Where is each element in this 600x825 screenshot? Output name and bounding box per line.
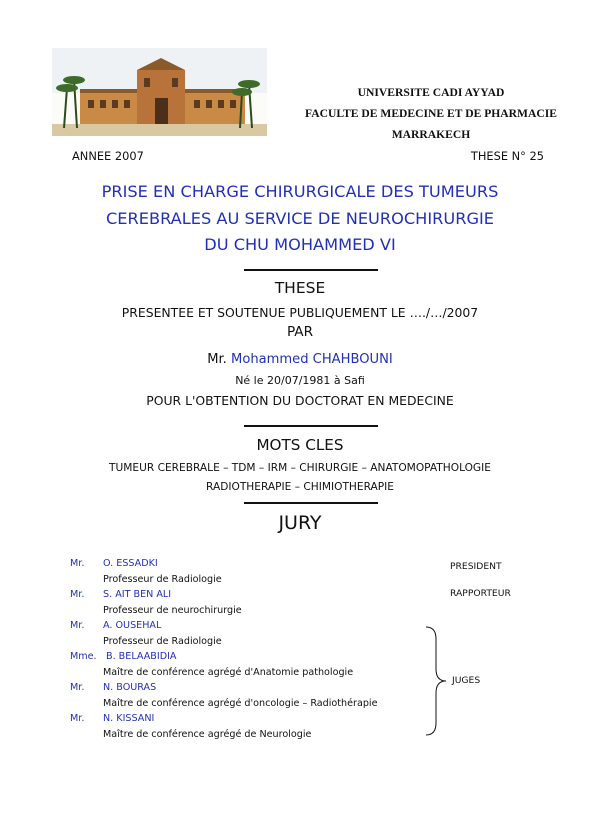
thesis-year: ANNEE 2007 [72, 149, 144, 163]
author-prefix: Mr. [207, 352, 227, 367]
jury-name: N. KISSANI [103, 713, 155, 724]
jury-member-5 [70, 680, 430, 696]
these-heading: THESE [274, 279, 326, 297]
jury-role: Maître de conférence agrégé d'oncologie – Radiothérapie [103, 697, 378, 709]
jury-name: A. OUSEHAL [103, 620, 162, 631]
faculty-name: FACULTE DE MEDECINE ET DE PHARMACIE [305, 107, 557, 120]
par-heading: PAR [286, 324, 314, 340]
jury-member-3 [70, 618, 430, 634]
divider-3 [244, 502, 378, 504]
jury-list [70, 556, 430, 742]
author-birth: Né le 20/07/1981 à Safi [235, 374, 365, 387]
divider-2 [244, 425, 378, 427]
keywords-line-1: TUMEUR CEREBRALE – TDM – IRM – CHIRURGIE – ANATOMOPATHOLOGIE [109, 462, 491, 474]
jury-member-4 [70, 649, 430, 665]
university-header [270, 82, 592, 145]
role-rapporteur: RAPPORTEUR [450, 588, 511, 599]
thesis-title [40, 179, 560, 259]
jury-role: Professeur de Radiologie [103, 573, 222, 585]
city-name: MARRAKECH [391, 128, 471, 141]
role-president: PRESIDENT [450, 561, 502, 572]
university-name: UNIVERSITE CADI AYYAD [357, 86, 505, 99]
degree-purpose: POUR L'OBTENTION DU DOCTORAT EN MEDECINE [146, 393, 454, 408]
thesis-number: THESE N° 25 [470, 149, 544, 163]
author-name: Mohammed CHAHBOUNI [231, 352, 393, 367]
jury-name: N. BOURAS [103, 682, 157, 693]
keywords-line-2: RADIOTHERAPIE – CHIMIOTHERAPIE [206, 481, 394, 493]
jury-name: B. BELAABIDIA [106, 651, 177, 662]
jury-member-1 [70, 556, 430, 572]
juges-brace-icon [422, 625, 452, 737]
jury-title: Mr. [70, 713, 85, 724]
jury-role: Maître de conférence agrégé d'Anatomie pathologie [103, 666, 354, 678]
jury-name: O. ESSADKI [103, 558, 158, 569]
jury-heading: JURY [278, 512, 322, 534]
jury-title: Mr. [70, 682, 85, 693]
jury-role-line-1 [70, 572, 430, 588]
jury-member-6 [70, 711, 430, 727]
faculty-building-logo [52, 48, 267, 136]
jury-role-line-3 [70, 634, 430, 650]
jury-role: Maître de conférence agrégé de Neurologie [103, 728, 312, 740]
divider-1 [244, 269, 378, 271]
jury-title: Mr. [70, 620, 85, 631]
jury-title: Mr. [70, 558, 85, 569]
title-line-1: PRISE EN CHARGE CHIRURGICALE DES TUMEURS [101, 182, 499, 201]
presented-line: PRESENTEE ET SOUTENUE PUBLIQUEMENT LE …./…/2007 [121, 305, 479, 320]
keywords-heading: MOTS CLES [256, 436, 344, 454]
title-line-2: CEREBRALES AU SERVICE DE NEUROCHIRURGIE [105, 208, 495, 228]
author-line [40, 352, 560, 367]
jury-title: Mme. [70, 651, 97, 662]
jury-role-line-6 [70, 727, 430, 743]
jury-role: Professeur de neurochirurgie [103, 604, 242, 616]
title-line-3: DU CHU MOHAMMED VI [204, 235, 396, 254]
jury-role-line-5 [70, 696, 430, 712]
jury-name: S. AIT BEN ALI [103, 589, 172, 600]
jury-role-line-2 [70, 603, 430, 619]
jury-member-2 [70, 587, 430, 603]
role-juges: JUGES [452, 675, 481, 686]
jury-role-line-4 [70, 665, 430, 681]
jury-role: Professeur de Radiologie [103, 635, 222, 647]
jury-title: Mr. [70, 589, 85, 600]
